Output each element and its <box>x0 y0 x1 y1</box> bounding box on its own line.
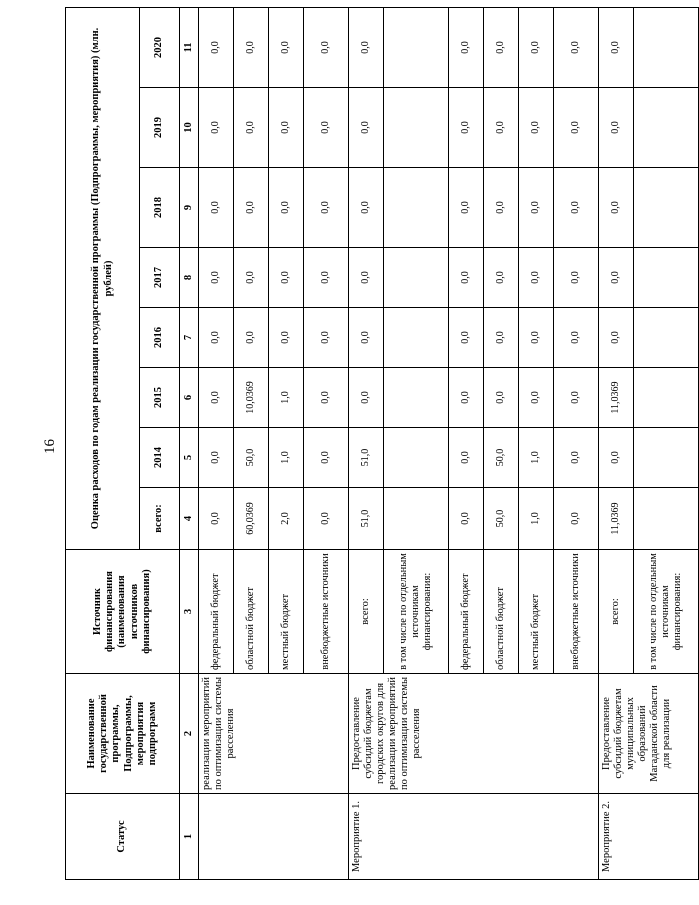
value-cell: 0,0 <box>199 168 234 248</box>
value-cell <box>634 488 699 550</box>
value-cell: 0,0 <box>554 308 599 368</box>
value-cell: 0,0 <box>199 488 234 550</box>
col-number: 7 <box>180 308 199 368</box>
header-year: 2017 <box>140 248 180 308</box>
rotated-page <box>65 8 684 880</box>
value-cell <box>384 7 449 87</box>
value-cell <box>634 88 699 168</box>
value-cell: 0,0 <box>269 248 304 308</box>
value-cell: 0,0 <box>234 168 269 248</box>
header-year: 2019 <box>140 88 180 168</box>
value-cell: 0,0 <box>449 488 484 550</box>
value-cell: 0,0 <box>199 428 234 488</box>
value-cell: 0,0 <box>234 7 269 87</box>
value-cell: 11,0369 <box>599 488 634 550</box>
value-cell: 0,0 <box>554 168 599 248</box>
value-cell: 0,0 <box>304 428 349 488</box>
value-cell: 0,0 <box>449 308 484 368</box>
header-year: 2016 <box>140 308 180 368</box>
value-cell: 0,0 <box>519 368 554 428</box>
header-year: 2018 <box>140 168 180 248</box>
value-cell <box>384 168 449 248</box>
value-cell: 0,0 <box>199 7 234 87</box>
value-cell: 50,0 <box>234 428 269 488</box>
col-number: 11 <box>180 7 199 87</box>
value-cell: 0,0 <box>554 7 599 87</box>
value-cell: 0,0 <box>519 248 554 308</box>
status-cell: Мероприятие 1. <box>349 794 599 880</box>
value-cell: 0,0 <box>199 368 234 428</box>
header-status: Статус <box>66 794 180 880</box>
value-cell: 0,0 <box>269 88 304 168</box>
value-cell: 0,0 <box>484 368 519 428</box>
header-name: Наименование государственной программы, Подпрограммы, мероприятия подпрограмм <box>66 674 180 794</box>
header-estimate: Оценка расходов по годам реализации государственной программы (Подпрограммы, мероприятия) (млн. рублей) <box>66 7 140 549</box>
value-cell: 0,0 <box>269 168 304 248</box>
value-cell <box>384 488 449 550</box>
value-cell: 0,0 <box>484 308 519 368</box>
value-cell: 0,0 <box>304 488 349 550</box>
value-cell: 0,0 <box>199 248 234 308</box>
value-cell: 0,0 <box>599 88 634 168</box>
header-year: 2015 <box>140 368 180 428</box>
value-cell: 0,0 <box>554 368 599 428</box>
value-cell: 0,0 <box>234 308 269 368</box>
value-cell: 0,0 <box>554 88 599 168</box>
status-cell: Мероприятие 2. <box>599 794 699 880</box>
value-cell: 0,0 <box>304 248 349 308</box>
value-cell: 0,0 <box>349 88 384 168</box>
value-cell: 0,0 <box>449 88 484 168</box>
value-cell: 0,0 <box>269 308 304 368</box>
value-cell: 0,0 <box>304 88 349 168</box>
page-number: 16 <box>42 439 58 455</box>
value-cell: 50,0 <box>484 428 519 488</box>
program-name-cell: Предоставление субсидий бюджетам городских округов для реализации мероприятий по оптимизации системы расселения <box>349 674 599 794</box>
value-cell: 0,0 <box>449 7 484 87</box>
col-number: 2 <box>180 674 199 794</box>
value-cell <box>634 308 699 368</box>
source-cell: федеральный бюджет <box>199 550 234 674</box>
header-source: Источник финансирования (наименования источников финансирования) <box>66 550 180 674</box>
value-cell: 0,0 <box>519 7 554 87</box>
source-cell: областной бюджет <box>234 550 269 674</box>
col-number: 1 <box>180 794 199 880</box>
col-number: 3 <box>180 550 199 674</box>
header-year: 2014 <box>140 428 180 488</box>
value-cell: 0,0 <box>269 7 304 87</box>
table-row <box>199 7 234 879</box>
value-cell <box>634 428 699 488</box>
value-cell: 0,0 <box>449 168 484 248</box>
value-cell <box>384 248 449 308</box>
value-cell: 0,0 <box>449 428 484 488</box>
value-cell: 0,0 <box>554 428 599 488</box>
source-cell: в том числе по отдельным источникам финансирования: <box>384 550 449 674</box>
value-cell <box>634 168 699 248</box>
col-number: 4 <box>180 488 199 550</box>
value-cell <box>384 368 449 428</box>
value-cell: 0,0 <box>304 308 349 368</box>
value-cell <box>384 428 449 488</box>
col-number: 6 <box>180 368 199 428</box>
value-cell: 0,0 <box>349 368 384 428</box>
value-cell <box>634 7 699 87</box>
program-name-cell: Предоставление субсидий бюджетам муниципальных образований Магаданской области для реализации <box>599 674 699 794</box>
value-cell: 2,0 <box>269 488 304 550</box>
value-cell <box>634 368 699 428</box>
value-cell: 51,0 <box>349 488 384 550</box>
value-cell: 0,0 <box>484 248 519 308</box>
value-cell: 0,0 <box>449 368 484 428</box>
value-cell: 0,0 <box>304 168 349 248</box>
column-number-row <box>180 7 199 879</box>
program-name-cell: реализации мероприятий по оптимизации системы расселения <box>199 674 349 794</box>
value-cell: 0,0 <box>349 7 384 87</box>
value-cell: 0,0 <box>304 7 349 87</box>
value-cell: 0,0 <box>484 168 519 248</box>
source-cell: в том числе по отдельным источникам финансирования: <box>634 550 699 674</box>
value-cell <box>384 88 449 168</box>
value-cell: 0,0 <box>199 88 234 168</box>
source-cell: внебюджетные источники <box>554 550 599 674</box>
value-cell: 0,0 <box>199 308 234 368</box>
source-cell: местный бюджет <box>269 550 304 674</box>
value-cell: 1,0 <box>269 428 304 488</box>
value-cell: 0,0 <box>599 308 634 368</box>
value-cell: 0,0 <box>349 308 384 368</box>
value-cell: 0,0 <box>554 248 599 308</box>
value-cell: 0,0 <box>599 168 634 248</box>
value-cell: 0,0 <box>484 7 519 87</box>
value-cell: 0,0 <box>519 88 554 168</box>
value-cell: 0,0 <box>349 168 384 248</box>
status-cell <box>199 794 349 880</box>
source-cell: всего: <box>599 550 634 674</box>
value-cell: 1,0 <box>269 368 304 428</box>
financing-table <box>65 7 699 880</box>
value-cell: 0,0 <box>449 248 484 308</box>
value-cell <box>634 248 699 308</box>
value-cell: 1,0 <box>519 488 554 550</box>
value-cell: 0,0 <box>519 308 554 368</box>
value-cell <box>384 308 449 368</box>
table-row <box>349 7 384 879</box>
source-cell: областной бюджет <box>484 550 519 674</box>
col-number: 10 <box>180 88 199 168</box>
value-cell: 0,0 <box>599 428 634 488</box>
value-cell: 0,0 <box>599 7 634 87</box>
value-cell: 0,0 <box>599 248 634 308</box>
source-cell: всего: <box>349 550 384 674</box>
table-row <box>599 7 634 879</box>
value-cell: 0,0 <box>304 368 349 428</box>
value-cell: 60,0369 <box>234 488 269 550</box>
col-number: 8 <box>180 248 199 308</box>
value-cell: 11,0369 <box>599 368 634 428</box>
header-year: 2020 <box>140 7 180 87</box>
col-number: 5 <box>180 428 199 488</box>
header-year: всего: <box>140 488 180 550</box>
value-cell: 0,0 <box>554 488 599 550</box>
value-cell: 0,0 <box>234 88 269 168</box>
value-cell: 10,0369 <box>234 368 269 428</box>
col-number: 9 <box>180 168 199 248</box>
value-cell: 1,0 <box>519 428 554 488</box>
source-cell: федеральный бюджет <box>449 550 484 674</box>
source-cell: внебюджетные источники <box>304 550 349 674</box>
value-cell: 0,0 <box>484 88 519 168</box>
source-cell: местный бюджет <box>519 550 554 674</box>
value-cell: 50,0 <box>484 488 519 550</box>
value-cell: 0,0 <box>349 248 384 308</box>
value-cell: 51,0 <box>349 428 384 488</box>
value-cell: 0,0 <box>519 168 554 248</box>
value-cell: 0,0 <box>234 248 269 308</box>
